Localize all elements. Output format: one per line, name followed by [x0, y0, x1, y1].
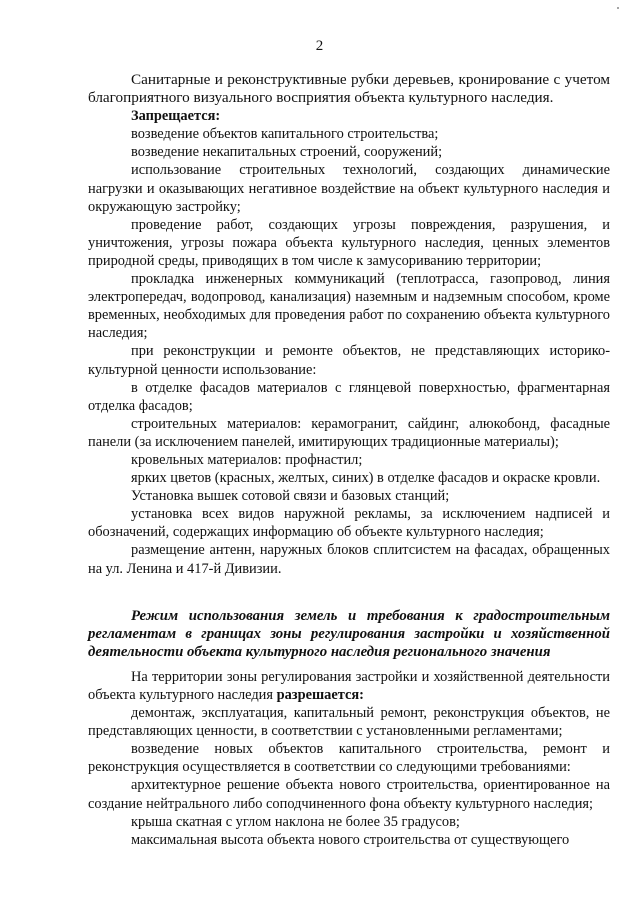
- paragraph: Установка вышек сотовой связи и базовых станций;: [131, 488, 450, 505]
- section-heading: Режим использования земель и требования к градостроительным регламентам в границах зоны регулирования застройки и хозяйственной деятельности объекта культурного наследия регионального значения: [88, 607, 610, 660]
- paragraph-sanitary-felling: Санитарные и реконструктивные рубки деревьев, кронирование с учетом благоприятного визуального восприятия объекта культурного наследия.: [88, 71, 610, 107]
- paragraph: архитектурное решение объекта нового строительства, ориентированное на создание нейтрального либо соподчиненного фона объекту культурного наследия;: [88, 777, 610, 812]
- paragraph: кровельных материалов: профнастил;: [131, 451, 363, 468]
- document-body: [88, 71, 610, 849]
- paragraph: прокладка инженерных коммуникаций (теплотрасса, газопровод, линия электропередач, водопровод, канализация) наземным и надземным способом, кроме временных, необходимых для проведения работ по сохранению объекта культурного наследия;: [88, 271, 610, 342]
- intro-text: На территории зоны регулирования застройки и хозяйственной деятельности объекта культурного наследия: [88, 668, 610, 703]
- paragraph: проведение работ, создающих угрозы повреждения, разрушения, и уничтожения, угрозы пожара объекта культурного наследия, ценных элементов природной среды, приводящих в том числе к замусориванию территории;: [88, 216, 610, 269]
- paragraph: установка всех видов наружной рекламы, за исключением надписей и обозначений, содержащих информацию об объекте культурного наследия;: [88, 506, 610, 541]
- paragraph: использование строительных технологий, создающих динамические нагрузки и оказывающих негативное воздействие на объект культурного наследия и окружающую застройку;: [88, 162, 610, 215]
- corner-mark-icon: [616, 6, 620, 10]
- paragraph: возведение новых объектов капитального строительства, ремонт и реконструкция осуществляется в соответствии со следующими требованиями:: [88, 741, 610, 776]
- paragraph: размещение антенн, наружных блоков сплитсистем на фасадах, обращенных на ул. Ленина и 417-й Дивизии.: [88, 542, 610, 577]
- paragraph: в отделке фасадов материалов с глянцевой поверхностью, фрагментарная отделка фасадов;: [88, 379, 610, 414]
- paragraph: возведение объектов капитального строительства;: [131, 126, 439, 143]
- paragraph: строительных материалов: керамогранит, сайдинг, алюкобонд, фасадные панели (за исключением панелей, имитирующих традиционные материалы);: [88, 415, 610, 450]
- paragraph: ярких цветов (красных, желтых, синих) в отделке фасадов и окраске кровли.: [131, 470, 601, 487]
- permitted-label: разрешается:: [276, 687, 364, 703]
- page-number: 2: [315, 38, 324, 54]
- prohibited-heading: Запрещается:: [131, 108, 221, 125]
- paragraph: возведение некапитальных строений, сооружений;: [131, 144, 443, 161]
- paragraph: демонтаж, эксплуатация, капитальный ремонт, реконструкция объектов, не представляющих ценности, в соответствии с установленными регламентами;: [88, 705, 610, 740]
- paragraph: при реконструкции и ремонте объектов, не представляющих историко-культурной ценности использование:: [88, 343, 610, 378]
- paragraph: крыша скатная с углом наклона не более 35 градусов;: [131, 813, 460, 830]
- paragraph-intro: [88, 668, 610, 704]
- paragraph: максимальная высота объекта нового строительства от существующего: [131, 831, 570, 848]
